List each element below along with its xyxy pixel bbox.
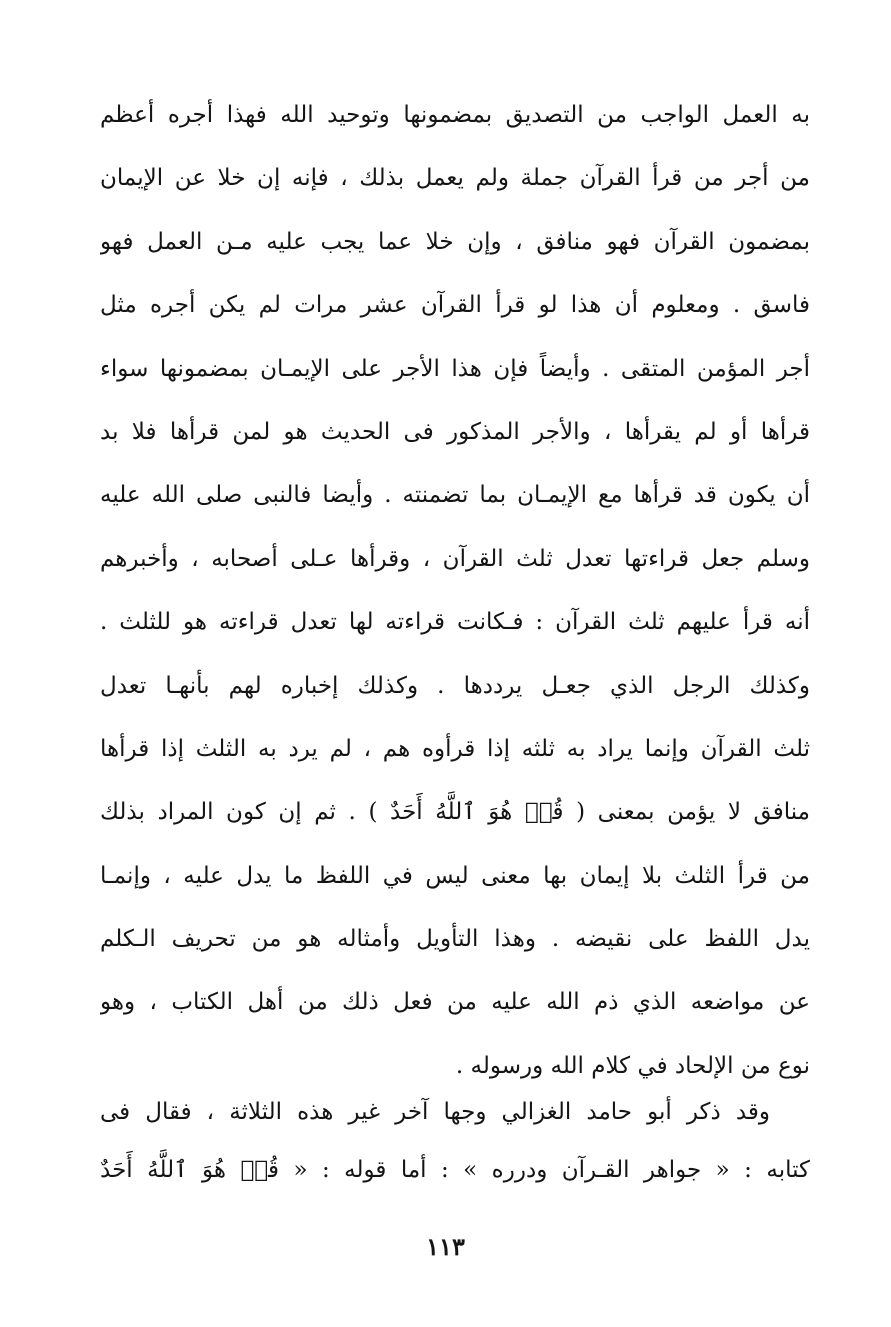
text-line: به العمل الواجب من التصديق بمضمونها وتوحيد الله فهذا أجره أعظم (100, 102, 810, 128)
text-line: من أجر من قرأ القرآن جملة ولم يعمل بذلك ، فإنه إن خلا عن الإيمان (100, 165, 810, 192)
text-line: ثلث القرآن وإنما يراد به ثلثه إذا قرأوه هم ، لم يرد به الثلث إذا قرأها (100, 735, 810, 762)
text-line: منافق لا يؤمن بمعنى ( قُلۡ هُوَ ٱللَّهُ أَحَدٌ ) . ثم إن كون المراد بذلك (100, 799, 810, 826)
text-line: أن يكون قد قرأها مع الإيمـان بما تضمنته . وأيضا فالنبى صلى الله عليه (100, 482, 810, 509)
text-line: بمضمون القرآن فهو منافق ، وإن خلا عما يجب عليه مـن العمل فهو (100, 228, 810, 255)
text-line-last: نوع من الإلحاد في كلام الله ورسوله . (455, 1052, 810, 1079)
text-line: من قرأ الثلث بلا إيمان بها معنى ليس في اللفظ ما يدل عليه ، وإنمـا (100, 862, 810, 889)
text-line: عن مواضعه الذي ذم الله عليه من فعل ذلك من أهل الكتاب ، وهو (100, 989, 810, 1016)
text-line: قرأها أو لم يقرأها ، والأجر المذكور فى الحديث هو لمن قرأها فلا بد (100, 418, 810, 445)
text-line: فاسق . ومعلوم أن هذا لو قرأ القرآن عشر مرات لم يكن أجره مثل (100, 292, 810, 319)
text-line: وقد ذكر أبو حامد الغزالي وجها آخر غير هذه الثلاثة ، فقال فى (100, 1099, 770, 1125)
text-line: وكذلك الرجل الذي جعـل يرددها . وكذلك إخباره لهم بأنهـا تعدل (100, 672, 810, 699)
second-paragraph (100, 1083, 810, 1199)
text-line: وسلم جعل قراءتها تعدل ثلث القرآن ، وقرأها عـلى أصحابه ، وأخبرهم (100, 545, 810, 572)
main-paragraph (100, 84, 810, 1098)
text-line: يدل اللفظ على نقيضه . وهذا التأويل وأمثاله هو من تحريف الـكلم (100, 926, 810, 953)
text-line: أنه قرأ عليهم ثلث القرآن : فـكانت قراءته لها تعدل قراءته هو للثلث . (100, 609, 810, 636)
text-line: كتابه : « جواهر القـرآن ودرره » : أما قوله : « قُلۡ هُوَ ٱللَّهُ أَحَدٌ (100, 1157, 810, 1183)
page-number: ١١٣ (426, 1232, 465, 1261)
text-line: أجر المؤمن المتقى . وأيضاً فإن هذا الأجر على الإيمـان بمضمونها سواء (100, 355, 810, 382)
